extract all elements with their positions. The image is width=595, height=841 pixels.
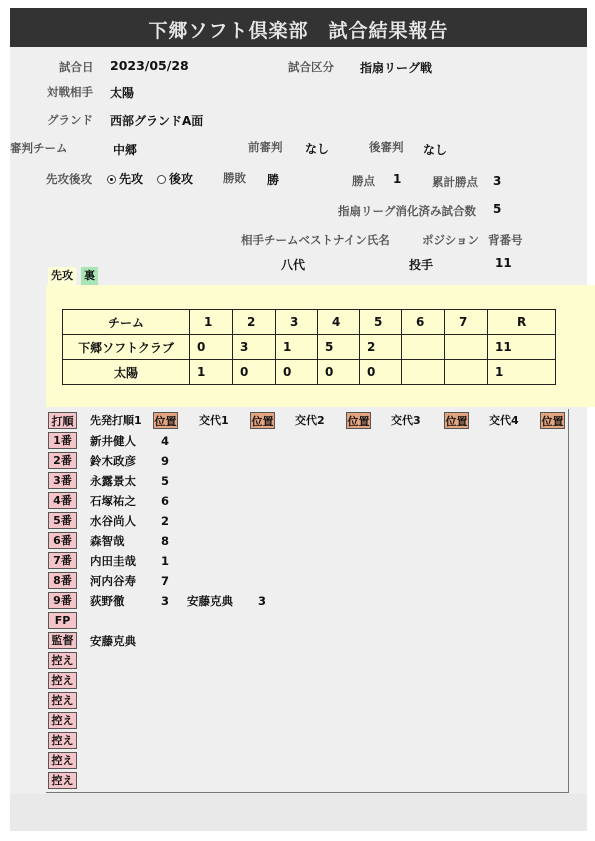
batting-order-label: 5番	[48, 512, 77, 529]
starter-position[interactable]: 1	[161, 554, 170, 568]
umpire-team-value[interactable]: 中郷	[113, 143, 138, 157]
category-label: 試合区分	[288, 60, 334, 74]
inning-score[interactable]: 2	[360, 335, 402, 360]
inning-score[interactable]: 0	[190, 335, 233, 360]
starter-position[interactable]: 9	[161, 454, 170, 468]
batting-order-label: 3番	[48, 472, 77, 489]
batting-order-label: 2番	[48, 452, 77, 469]
inning-score[interactable]: 0	[360, 360, 402, 385]
header-sub3: 交代3	[391, 414, 421, 427]
batting-order-label: FP	[48, 612, 77, 629]
category-value[interactable]: 指扇リーグ戦	[360, 61, 433, 75]
starter-name[interactable]: 内田圭哉	[90, 554, 136, 568]
header-inning-5: 5	[360, 310, 402, 335]
header-order: 打順	[48, 412, 77, 429]
radio-unselected-icon[interactable]	[157, 175, 166, 184]
tab-bottom[interactable]: 裏	[81, 267, 98, 285]
batting-order-label: 監督	[48, 632, 77, 649]
inning-score[interactable]: 1	[190, 360, 233, 385]
batting-order-label: 控え	[48, 692, 77, 709]
header-sub4: 交代4	[489, 414, 519, 427]
best-nine-name-label: 相手チームベストナイン氏名	[241, 233, 390, 247]
starter-name[interactable]: 安藤克典	[90, 634, 136, 648]
header-pos-sub1: 位置	[250, 412, 275, 429]
best-nine-position-value[interactable]: 投手	[409, 258, 434, 272]
header-inning-2: 2	[233, 310, 276, 335]
second-radio-option[interactable]	[157, 170, 193, 187]
best-nine-name-value[interactable]: 八代	[281, 258, 306, 272]
batting-order-label: 控え	[48, 732, 77, 749]
batting-order-label: 6番	[48, 532, 77, 549]
page-title: 下郷ソフト倶楽部 試合結果報告	[148, 20, 449, 42]
date-label: 試合日	[59, 60, 94, 74]
header-team: チーム	[63, 310, 190, 335]
inning-score[interactable]: 5	[318, 335, 360, 360]
scoreboard-header-row	[63, 310, 556, 335]
starter-position[interactable]: 4	[161, 434, 170, 448]
header-runs: R	[488, 310, 556, 335]
batting-order-label: 4番	[48, 492, 77, 509]
team-name[interactable]: 太陽	[63, 360, 190, 385]
first-radio-label: 先攻	[119, 172, 144, 186]
best-nine-number-label: 背番号	[488, 233, 523, 247]
inning-score[interactable]	[402, 360, 445, 385]
header-pos-sub3: 位置	[444, 412, 469, 429]
opponent-label: 対戦相手	[47, 85, 93, 99]
sub1-name[interactable]: 安藤克典	[187, 594, 233, 608]
starter-name[interactable]: 荻野徹	[90, 594, 125, 608]
post-umpire-value[interactable]: なし	[423, 143, 448, 157]
batting-order-label: 控え	[48, 712, 77, 729]
result-label: 勝敗	[223, 171, 246, 185]
scoreboard-row	[63, 335, 556, 360]
batting-order-label: 控え	[48, 752, 77, 769]
starter-name[interactable]: 新井健人	[90, 434, 136, 448]
inning-score[interactable]: 0	[233, 360, 276, 385]
sub1-position[interactable]: 3	[258, 594, 267, 608]
header-inning-1: 1	[190, 310, 233, 335]
starter-position[interactable]: 7	[161, 574, 170, 588]
inning-score[interactable]: 0	[318, 360, 360, 385]
batting-order-label: 1番	[48, 432, 77, 449]
umpire-team-label: 審判チーム	[10, 141, 68, 155]
header-inning-7: 7	[445, 310, 488, 335]
team-name[interactable]: 下郷ソフトクラブ	[63, 335, 190, 360]
batting-order-label: 控え	[48, 652, 77, 669]
starter-name[interactable]: 水谷尚人	[90, 514, 136, 528]
first-radio-option[interactable]	[107, 170, 143, 187]
starter-name[interactable]: 永露景太	[90, 474, 136, 488]
total-runs[interactable]: 1	[488, 360, 556, 385]
report-page	[10, 8, 587, 831]
total-runs[interactable]: 11	[488, 335, 556, 360]
footer-bar	[10, 794, 587, 831]
header-inning-3: 3	[276, 310, 318, 335]
batting-order-label: 7番	[48, 552, 77, 569]
batting-order-label: 控え	[48, 672, 77, 689]
ground-value[interactable]: 西部グランドA面	[110, 114, 204, 128]
starter-name[interactable]: 鈴木政彦	[90, 454, 136, 468]
starter-name[interactable]: 河内谷寿	[90, 574, 136, 588]
starter-position[interactable]: 2	[161, 514, 170, 528]
batting-order-label: 先攻後攻	[46, 172, 92, 186]
batting-order-label: 9番	[48, 592, 77, 609]
header-pos-sub2: 位置	[346, 412, 371, 429]
post-umpire-label: 後審判	[369, 140, 404, 154]
inning-score[interactable]	[445, 360, 488, 385]
inning-score[interactable]	[402, 335, 445, 360]
ground-label: グランド	[47, 113, 93, 127]
starter-name[interactable]: 森智哉	[90, 534, 125, 548]
batting-order-label: 8番	[48, 572, 77, 589]
pre-umpire-label: 前審判	[248, 140, 283, 154]
date-value[interactable]: 2023/05/28	[110, 58, 189, 73]
starter-position[interactable]: 8	[161, 534, 170, 548]
header-pos-starter: 位置	[153, 412, 178, 429]
radio-selected-icon[interactable]	[107, 175, 116, 184]
opponent-value[interactable]: 太陽	[110, 86, 135, 100]
lineup-table	[46, 409, 569, 793]
header-sub1: 交代1	[199, 414, 229, 427]
inning-score[interactable]: 3	[233, 335, 276, 360]
inning-score[interactable]: 1	[276, 335, 318, 360]
starter-position[interactable]: 5	[161, 474, 170, 488]
title-bar	[10, 8, 587, 47]
scoreboard-table	[62, 309, 556, 385]
best-nine-position-label: ポジション	[422, 233, 479, 247]
best-nine-number-value[interactable]: 11	[495, 256, 512, 270]
scoreboard-panel	[46, 285, 595, 407]
points-value[interactable]: 1	[393, 172, 402, 186]
inning-score[interactable]: 0	[276, 360, 318, 385]
scoreboard-row	[63, 360, 556, 385]
second-radio-label: 後攻	[169, 172, 194, 186]
games-played-label: 指扇リーグ消化済み試合数	[338, 204, 476, 218]
header-inning-6: 6	[402, 310, 445, 335]
header-pos-sub4: 位置	[540, 412, 565, 429]
starter-position[interactable]: 6	[161, 494, 170, 508]
header-starter: 先発打順1	[90, 414, 142, 427]
starter-name[interactable]: 石塚祐之	[90, 494, 136, 508]
total-points-label: 累計勝点	[432, 175, 478, 189]
header-sub2: 交代2	[295, 414, 325, 427]
starter-position[interactable]: 3	[161, 594, 170, 608]
tab-first[interactable]: 先攻	[48, 267, 76, 285]
header-inning-4: 4	[318, 310, 360, 335]
batting-order-label: 控え	[48, 772, 77, 789]
pre-umpire-value[interactable]: なし	[305, 142, 330, 156]
total-points-value[interactable]: 3	[493, 174, 502, 188]
inning-score[interactable]	[445, 335, 488, 360]
points-label: 勝点	[352, 174, 375, 188]
result-value[interactable]: 勝	[267, 173, 280, 187]
games-played-value[interactable]: 5	[493, 202, 502, 216]
